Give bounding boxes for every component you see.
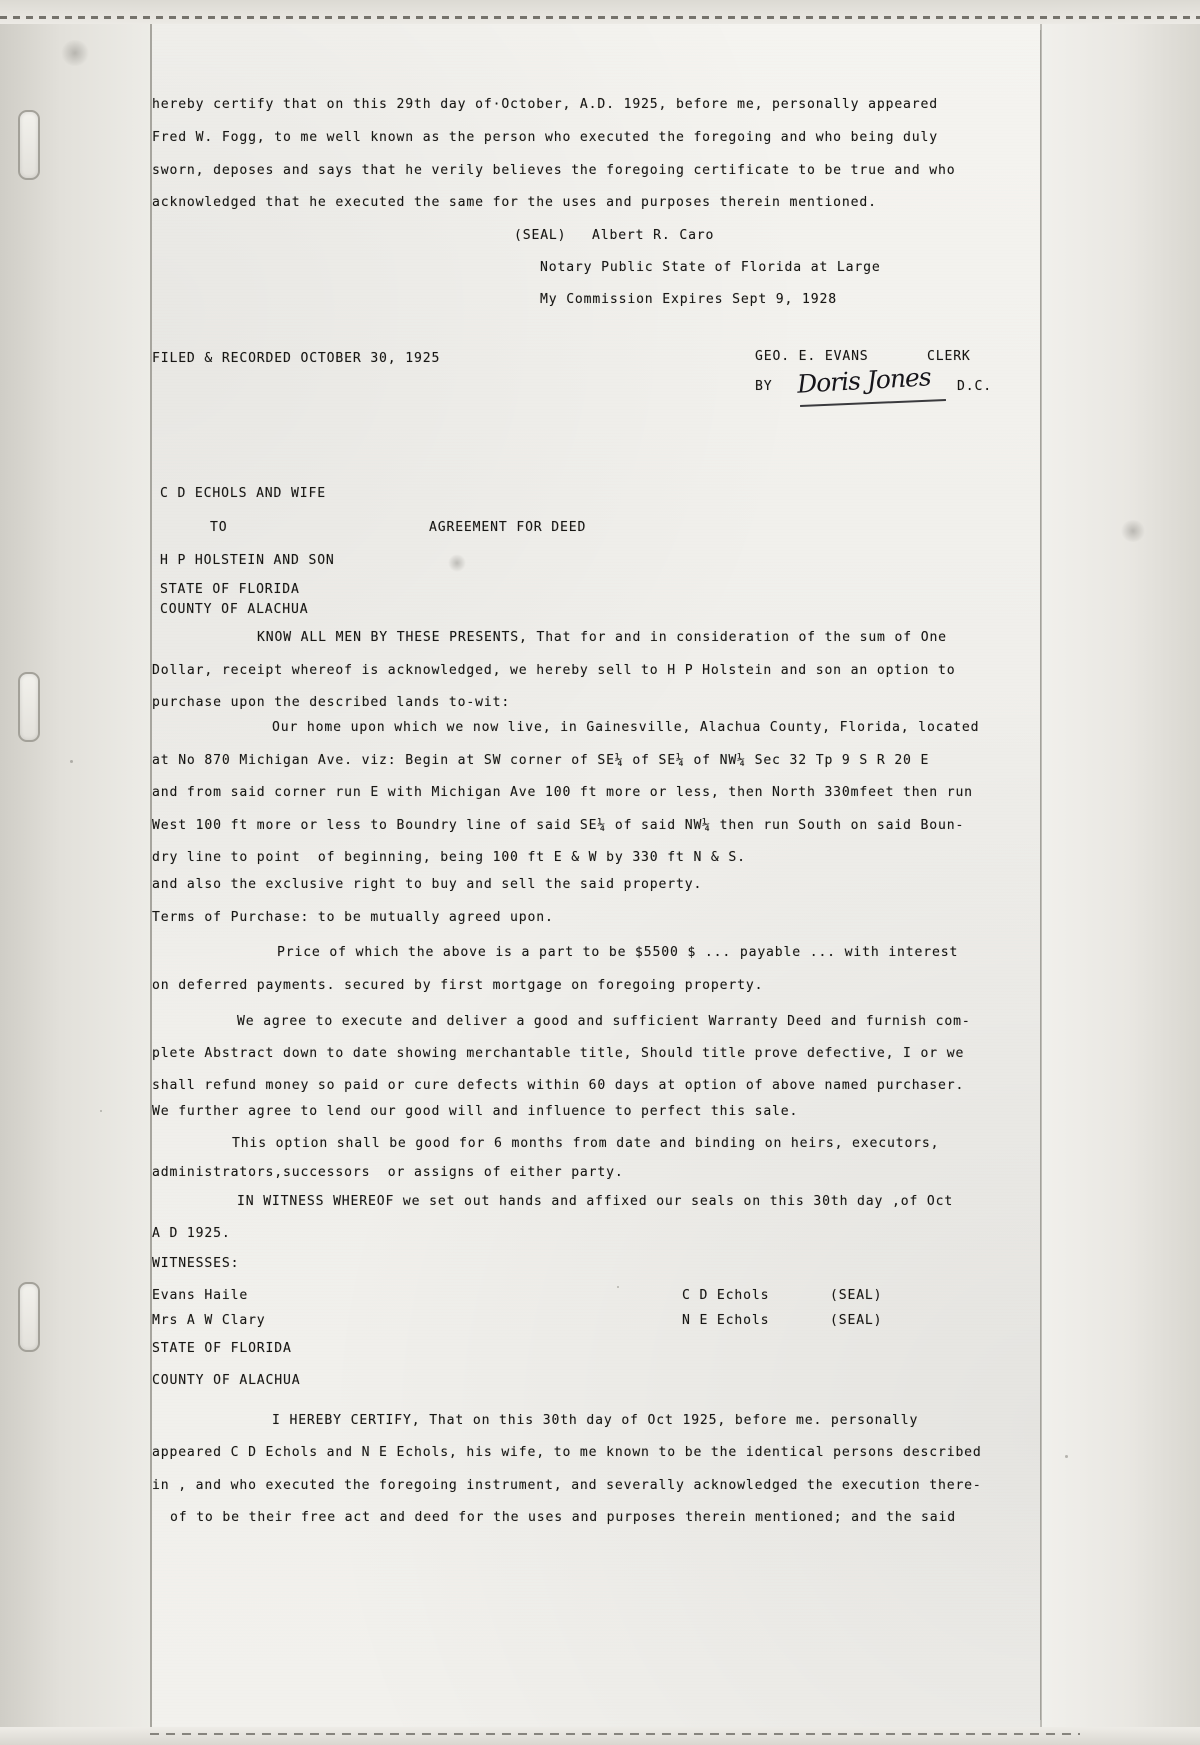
ack-line: of to be their free act and deed for the uses and purposes therein mentioned; and the said: [170, 1510, 956, 1525]
caption-party-second: H P HOLSTEIN AND SON: [160, 553, 335, 568]
caption-state: STATE OF FLORIDA: [160, 582, 300, 597]
by-label: BY: [755, 379, 773, 394]
caption-to-label: TO: [210, 520, 228, 535]
body-line: A D 1925.: [152, 1226, 231, 1241]
scan-smudge: [1120, 520, 1146, 542]
notary-line: Fred W. Fogg, to me well known as the person who executed the foregoing and who being duly: [152, 130, 938, 145]
signer-name: N E Echols: [682, 1313, 770, 1328]
scan-speck: [1065, 1455, 1068, 1458]
page-right-rule: [1040, 30, 1041, 1720]
caption-county: COUNTY OF ALACHUA: [160, 602, 309, 617]
signature-underline: [800, 399, 946, 407]
binder-punch-hole: [18, 110, 40, 180]
witness-name: Mrs A W Clary: [152, 1313, 266, 1328]
body-line: Our home upon which we now live, in Gainesville, Alachua County, Florida, located: [272, 720, 980, 735]
notary-line: acknowledged that he executed the same for the uses and purposes therein mentioned.: [152, 195, 877, 210]
notary-name: Albert R. Caro: [592, 228, 715, 243]
body-line: This option shall be good for 6 months from date and binding on heirs, executors,: [232, 1136, 940, 1151]
body-line: and also the exclusive right to buy and sell the said property.: [152, 877, 703, 892]
ack-line: I HEREBY CERTIFY, That on this 30th day of Oct 1925, before me. personally: [272, 1413, 919, 1428]
body-line: at No 870 Michigan Ave. viz: Begin at SW corner of SE¼ of SE¼ of NW¼ Sec 32 Tp 9 S R 20 E: [152, 753, 930, 768]
body-line: IN WITNESS WHEREOF we set out hands and affixed our seals on this 30th day ,of Oct: [237, 1194, 954, 1209]
scan-smudge: [448, 554, 466, 572]
scan-speck: [100, 1110, 102, 1112]
witnesses-heading: WITNESSES:: [152, 1256, 240, 1271]
binder-punch-hole: [18, 1282, 40, 1352]
deputy-clerk-label: D.C.: [957, 379, 992, 394]
notary-title: Notary Public State of Florida at Large: [540, 260, 881, 275]
witness-name: Evans Haile: [152, 1288, 249, 1303]
notary-line: sworn, deposes and says that he verily believes the foregoing certificate to be true and who: [152, 163, 956, 178]
body-line: administrators,successors or assigns of either party.: [152, 1165, 624, 1180]
body-line: plete Abstract down to date showing merchantable title, Should title prove defective, I or we: [152, 1046, 965, 1061]
caption-instrument-title: AGREEMENT FOR DEED: [429, 520, 587, 535]
ack-line: in , and who executed the foregoing instrument, and severally acknowledged the execution there-: [152, 1478, 982, 1493]
caption-party-first: C D ECHOLS AND WIFE: [160, 486, 326, 501]
body-line: and from said corner run E with Michigan Ave 100 ft more or less, then North 330mfeet then run: [152, 785, 973, 800]
body-line: KNOW ALL MEN BY THESE PRESENTS, That for and in consideration of the sum of One: [257, 630, 947, 645]
notary-seal-label: (SEAL): [514, 228, 567, 243]
body-line: dry line to point of beginning, being 100 ft E & W by 330 ft N & S.: [152, 850, 746, 865]
body-line: shall refund money so paid or cure defects within 60 days at option of above named purchaser.: [152, 1078, 965, 1093]
notary-commission: My Commission Expires Sept 9, 1928: [540, 292, 837, 307]
scan-smudge: [60, 40, 90, 66]
clerk-name: GEO. E. EVANS: [755, 349, 869, 364]
film-edge-left: [0, 0, 152, 1745]
body-line: Price of which the above is a part to be $5500 $ ... payable ... with interest: [277, 945, 959, 960]
binder-punch-hole: [18, 672, 40, 742]
body-line: Dollar, receipt whereof is acknowledged, we hereby sell to H P Holstein and son an option to: [152, 663, 956, 678]
scan-speck: [70, 760, 73, 763]
ack-state: STATE OF FLORIDA: [152, 1341, 292, 1356]
ack-county: COUNTY OF ALACHUA: [152, 1373, 301, 1388]
clerk-signature: Doris Jones: [796, 362, 932, 399]
film-top-band: [0, 0, 1200, 24]
film-bottom-band: [0, 1727, 1200, 1745]
notary-line: hereby certify that on this 29th day of·October, A.D. 1925, before me, personally appeared: [152, 97, 938, 112]
signer-name: C D Echols: [682, 1288, 770, 1303]
body-line: West 100 ft more or less to Boundry line of said SE¼ of said NW¼ then run South on said Boun-: [152, 818, 965, 833]
signer-seal: (SEAL): [830, 1313, 883, 1328]
document-text-area: [152, 24, 1040, 1727]
film-edge-right: [1040, 0, 1200, 1745]
ack-line: appeared C D Echols and N E Echols, his wife, to me known to be the identical persons described: [152, 1445, 982, 1460]
body-line: purchase upon the described lands to-wit:: [152, 695, 511, 710]
signer-seal: (SEAL): [830, 1288, 883, 1303]
clerk-title: CLERK: [927, 349, 971, 364]
body-line: We further agree to lend our good will and influence to perfect this sale.: [152, 1104, 799, 1119]
body-line: Terms of Purchase: to be mutually agreed upon.: [152, 910, 554, 925]
body-line: We agree to execute and deliver a good and sufficient Warranty Deed and furnish com-: [237, 1014, 971, 1029]
filed-recorded-line: FILED & RECORDED OCTOBER 30, 1925: [152, 351, 441, 366]
body-line: on deferred payments. secured by first mortgage on foregoing property.: [152, 978, 764, 993]
